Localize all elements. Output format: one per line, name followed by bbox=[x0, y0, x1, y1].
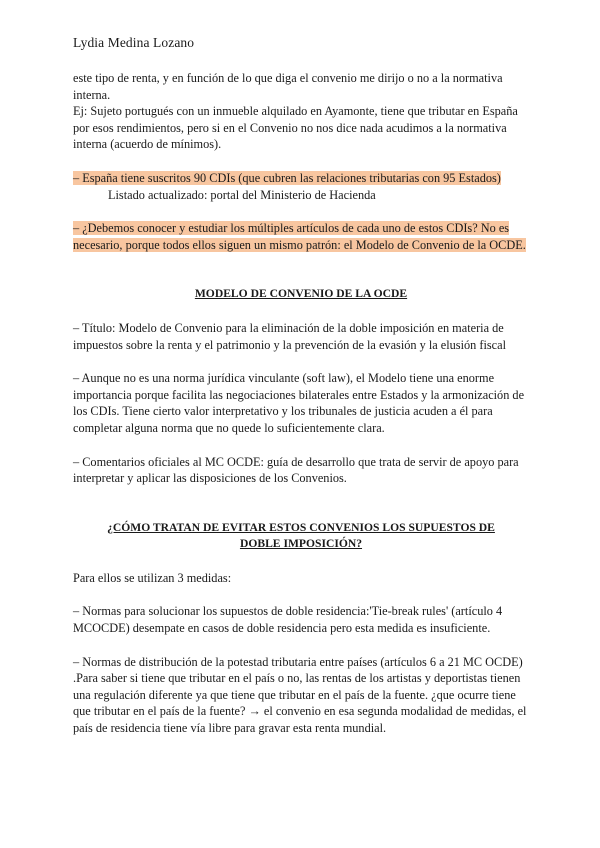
bullet-question-ocde bbox=[73, 220, 529, 253]
highlighted-text: – España tiene suscritos 90 CDIs (que cubren las relaciones tributarias con 95 Estados) bbox=[73, 170, 501, 185]
section-title-como-evitar-line1: ¿CÓMO TRATAN DE EVITAR ESTOS CONVENIOS LOS SUPUESTOS DE bbox=[107, 520, 495, 534]
section-title-modelo-ocde: MODELO DE CONVENIO DE LA OCDE bbox=[194, 287, 408, 301]
highlighted-text: – ¿Debemos conocer y estudiar los múltiples artículos de cada uno de estos CDIs? No es necesario, porque todos ellos siguen un mismo patrón: el Modelo de Convenio de la OCDE. bbox=[73, 221, 526, 252]
section1-paragraph-titulo: – Título: Modelo de Convenio para la eliminación de la doble imposición en materia de impuestos sobre la renta y el patrimonio y la prevención de la evasión y la elusión fiscal bbox=[73, 320, 506, 352]
section2-paragraph-doble-residencia: – Normas para solucionar los supuestos de doble residencia:'Tie-break rules' (artículo 4 MCOCDE) desempate en casos de doble residencia pero esta medida es insuficiente. bbox=[73, 604, 503, 636]
section1-paragraph-comentarios: – Comentarios oficiales al MC OCDE: guía de desarrollo que trata de servir de apoyo para interpretar y aplicar las disposiciones de los Convenios. bbox=[73, 454, 519, 486]
page-header-author: Lydia Medina Lozano bbox=[73, 35, 195, 50]
bullet-cdis-list-note: Listado actualizado: portal del Ministerio de Hacienda bbox=[108, 187, 376, 202]
section1-paragraph-soft-law: – Aunque no es una norma jurídica vinculante (soft law), el Modelo tiene una enorme importancia porque facilita las negociaciones bilaterales entre Estados y la armonización de los CDIs. Tiene cierto valor interpretativo y los tribunales de justicia acuden a él para completar alguna norma que no quede lo suficientemente clara. bbox=[73, 371, 525, 435]
bullet-cdis-count bbox=[73, 170, 529, 187]
document-body bbox=[73, 70, 529, 737]
section2-paragraph-medidas: Para ellos se utilizan 3 medidas: bbox=[73, 570, 232, 585]
intro-paragraph-1: este tipo de renta, y en función de lo que diga el convenio me dirijo o no a la normativa interna. bbox=[73, 71, 503, 102]
intro-paragraph-2: Ej: Sujeto portugués con un inmueble alquilado en Ayamonte, tiene que tributar en España por esos rendimientos, pero si en el Convenio no nos dice nada acudimos a la normativa interna (acuerdo de mínimos). bbox=[73, 104, 518, 152]
section-title-como-evitar-line2: DOBLE IMPOSICIÓN? bbox=[239, 537, 363, 551]
section2-paragraph-distribucion: – Normas de distribución de la potestad tributaria entre países (artículos 6 a 21 MC OCDE) .Para saber si tiene que tributar en el país o no, las rentas de los artistas y deportistas tienen una regulación diferente ya que tiene que tributar en el país de la fuente. ¿que ocurre tiene que tributar en el país de la fuente? → el convenio en esa segunda modalidad de medidas, el país de residencia tiene vía libre para gravar esta renta mundial. bbox=[73, 654, 527, 736]
